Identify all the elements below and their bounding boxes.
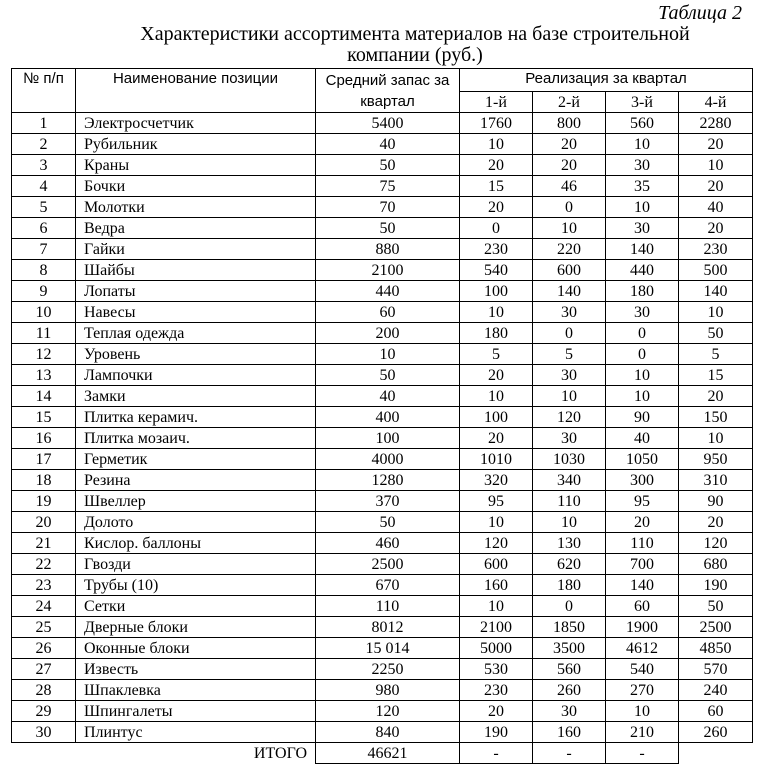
row-name: Дверные блоки bbox=[76, 617, 316, 638]
row-stock: 110 bbox=[316, 596, 460, 617]
row-q3: 1900 bbox=[606, 617, 679, 638]
row-q2: 560 bbox=[533, 659, 606, 680]
row-q4: 190 bbox=[679, 575, 753, 596]
table-row bbox=[12, 344, 753, 365]
total-row bbox=[12, 743, 753, 764]
row-q4: 20 bbox=[679, 512, 753, 533]
row-q1: 540 bbox=[460, 260, 533, 281]
row-q3: 700 bbox=[606, 554, 679, 575]
row-q4: 260 bbox=[679, 722, 753, 743]
row-q3: 110 bbox=[606, 533, 679, 554]
row-name: Гайки bbox=[76, 239, 316, 260]
row-q4: 240 bbox=[679, 680, 753, 701]
row-q3: 35 bbox=[606, 176, 679, 197]
table-body bbox=[12, 113, 753, 743]
row-q2: 30 bbox=[533, 365, 606, 386]
row-name: Резина bbox=[76, 470, 316, 491]
row-q2: 800 bbox=[533, 113, 606, 134]
table-row bbox=[12, 113, 753, 134]
row-q3: 95 bbox=[606, 491, 679, 512]
row-q4: 310 bbox=[679, 470, 753, 491]
row-q1: 1760 bbox=[460, 113, 533, 134]
row-name: Рубильник bbox=[76, 134, 316, 155]
row-q4: 15 bbox=[679, 365, 753, 386]
row-stock: 50 bbox=[316, 155, 460, 176]
row-q2: 0 bbox=[533, 323, 606, 344]
row-q3: 1050 bbox=[606, 449, 679, 470]
row-q1: 0 bbox=[460, 218, 533, 239]
row-q3: 0 bbox=[606, 323, 679, 344]
row-q4: 2280 bbox=[679, 113, 753, 134]
row-q2: 620 bbox=[533, 554, 606, 575]
row-name: Молотки bbox=[76, 197, 316, 218]
row-q4: 50 bbox=[679, 323, 753, 344]
row-q2: 600 bbox=[533, 260, 606, 281]
row-q2: 20 bbox=[533, 155, 606, 176]
row-q1: 320 bbox=[460, 470, 533, 491]
materials-table bbox=[11, 68, 753, 764]
row-number: 1 bbox=[12, 113, 76, 134]
row-q4: 4850 bbox=[679, 638, 753, 659]
row-number: 7 bbox=[12, 239, 76, 260]
row-q3: 140 bbox=[606, 239, 679, 260]
row-q1: 20 bbox=[460, 701, 533, 722]
row-q1: 100 bbox=[460, 407, 533, 428]
row-q3: 10 bbox=[606, 134, 679, 155]
row-stock: 120 bbox=[316, 701, 460, 722]
header-sales: Реализация за квартал bbox=[460, 69, 753, 92]
row-q2: 260 bbox=[533, 680, 606, 701]
row-name: Ведра bbox=[76, 218, 316, 239]
row-stock: 40 bbox=[316, 386, 460, 407]
row-name: Теплая одежда bbox=[76, 323, 316, 344]
row-number: 5 bbox=[12, 197, 76, 218]
row-q3: 10 bbox=[606, 365, 679, 386]
row-q4: 40 bbox=[679, 197, 753, 218]
table-row bbox=[12, 638, 753, 659]
row-stock: 50 bbox=[316, 218, 460, 239]
table-row bbox=[12, 302, 753, 323]
row-q2: 30 bbox=[533, 302, 606, 323]
row-q3: 40 bbox=[606, 428, 679, 449]
row-stock: 400 bbox=[316, 407, 460, 428]
header-q1: 1-й bbox=[460, 92, 533, 113]
row-name: Шпингалеты bbox=[76, 701, 316, 722]
total-q1: - bbox=[460, 743, 533, 764]
row-number: 3 bbox=[12, 155, 76, 176]
row-name: Плитка керамич. bbox=[76, 407, 316, 428]
row-q1: 120 bbox=[460, 533, 533, 554]
row-q1: 15 bbox=[460, 176, 533, 197]
row-q4: 150 bbox=[679, 407, 753, 428]
row-q2: 5 bbox=[533, 344, 606, 365]
row-name: Гвозди bbox=[76, 554, 316, 575]
row-stock: 840 bbox=[316, 722, 460, 743]
row-q3: 30 bbox=[606, 155, 679, 176]
table-row bbox=[12, 281, 753, 302]
row-q2: 10 bbox=[533, 386, 606, 407]
row-number: 23 bbox=[12, 575, 76, 596]
total-label: ИТОГО bbox=[12, 743, 316, 764]
row-name: Электросчетчик bbox=[76, 113, 316, 134]
row-stock: 1280 bbox=[316, 470, 460, 491]
table-row bbox=[12, 386, 753, 407]
table-row bbox=[12, 722, 753, 743]
row-q4: 500 bbox=[679, 260, 753, 281]
row-name: Замки bbox=[76, 386, 316, 407]
header-stock: Средний запас за квартал bbox=[316, 69, 460, 113]
row-stock: 980 bbox=[316, 680, 460, 701]
row-name: Лампочки bbox=[76, 365, 316, 386]
header-num: № п/п bbox=[12, 69, 76, 113]
row-q1: 100 bbox=[460, 281, 533, 302]
row-q1: 5 bbox=[460, 344, 533, 365]
row-q1: 95 bbox=[460, 491, 533, 512]
row-q2: 0 bbox=[533, 197, 606, 218]
table-row bbox=[12, 701, 753, 722]
row-q1: 180 bbox=[460, 323, 533, 344]
row-q4: 950 bbox=[679, 449, 753, 470]
row-name: Навесы bbox=[76, 302, 316, 323]
row-name: Краны bbox=[76, 155, 316, 176]
row-stock: 5400 bbox=[316, 113, 460, 134]
row-q1: 190 bbox=[460, 722, 533, 743]
total-q2: - bbox=[533, 743, 606, 764]
row-name: Плинтус bbox=[76, 722, 316, 743]
table-caption: Таблица 2 bbox=[658, 2, 742, 24]
table-row bbox=[12, 575, 753, 596]
row-q1: 230 bbox=[460, 239, 533, 260]
table-row bbox=[12, 428, 753, 449]
row-q1: 160 bbox=[460, 575, 533, 596]
table-row bbox=[12, 617, 753, 638]
row-stock: 2500 bbox=[316, 554, 460, 575]
row-name: Бочки bbox=[76, 176, 316, 197]
row-number: 2 bbox=[12, 134, 76, 155]
total-blank bbox=[679, 743, 753, 764]
row-number: 8 bbox=[12, 260, 76, 281]
row-name: Трубы (10) bbox=[76, 575, 316, 596]
row-number: 27 bbox=[12, 659, 76, 680]
table-row bbox=[12, 491, 753, 512]
table-row bbox=[12, 134, 753, 155]
row-q2: 0 bbox=[533, 596, 606, 617]
row-number: 16 bbox=[12, 428, 76, 449]
row-q2: 30 bbox=[533, 701, 606, 722]
row-stock: 15 014 bbox=[316, 638, 460, 659]
table-row bbox=[12, 197, 753, 218]
row-q2: 160 bbox=[533, 722, 606, 743]
row-q2: 180 bbox=[533, 575, 606, 596]
table-row bbox=[12, 554, 753, 575]
row-q4: 10 bbox=[679, 302, 753, 323]
row-q4: 5 bbox=[679, 344, 753, 365]
row-q4: 230 bbox=[679, 239, 753, 260]
row-name: Герметик bbox=[76, 449, 316, 470]
row-stock: 60 bbox=[316, 302, 460, 323]
table-row bbox=[12, 533, 753, 554]
row-q1: 230 bbox=[460, 680, 533, 701]
row-q3: 0 bbox=[606, 344, 679, 365]
row-q3: 560 bbox=[606, 113, 679, 134]
table-row bbox=[12, 323, 753, 344]
row-q2: 220 bbox=[533, 239, 606, 260]
row-stock: 75 bbox=[316, 176, 460, 197]
row-q1: 10 bbox=[460, 302, 533, 323]
row-q2: 20 bbox=[533, 134, 606, 155]
row-name: Известь bbox=[76, 659, 316, 680]
table-row bbox=[12, 260, 753, 281]
row-q3: 440 bbox=[606, 260, 679, 281]
row-q3: 210 bbox=[606, 722, 679, 743]
row-number: 14 bbox=[12, 386, 76, 407]
row-q1: 600 bbox=[460, 554, 533, 575]
row-stock: 2100 bbox=[316, 260, 460, 281]
row-q2: 1030 bbox=[533, 449, 606, 470]
row-q3: 10 bbox=[606, 701, 679, 722]
row-q3: 270 bbox=[606, 680, 679, 701]
row-number: 18 bbox=[12, 470, 76, 491]
row-q2: 1850 bbox=[533, 617, 606, 638]
row-name: Швеллер bbox=[76, 491, 316, 512]
row-stock: 880 bbox=[316, 239, 460, 260]
row-stock: 70 bbox=[316, 197, 460, 218]
row-q2: 340 bbox=[533, 470, 606, 491]
row-stock: 440 bbox=[316, 281, 460, 302]
row-q2: 120 bbox=[533, 407, 606, 428]
table-row bbox=[12, 407, 753, 428]
row-q1: 530 bbox=[460, 659, 533, 680]
row-q2: 140 bbox=[533, 281, 606, 302]
row-number: 25 bbox=[12, 617, 76, 638]
header-q2: 2-й bbox=[533, 92, 606, 113]
row-q2: 30 bbox=[533, 428, 606, 449]
row-stock: 670 bbox=[316, 575, 460, 596]
row-stock: 50 bbox=[316, 512, 460, 533]
row-name: Шпаклевка bbox=[76, 680, 316, 701]
row-stock: 2250 bbox=[316, 659, 460, 680]
row-number: 22 bbox=[12, 554, 76, 575]
row-q3: 4612 bbox=[606, 638, 679, 659]
total-stock: 46621 bbox=[316, 743, 460, 764]
table-row bbox=[12, 155, 753, 176]
row-q2: 46 bbox=[533, 176, 606, 197]
row-stock: 370 bbox=[316, 491, 460, 512]
row-q1: 1010 bbox=[460, 449, 533, 470]
row-q3: 300 bbox=[606, 470, 679, 491]
row-q4: 20 bbox=[679, 134, 753, 155]
row-name: Оконные блоки bbox=[76, 638, 316, 659]
row-q1: 10 bbox=[460, 386, 533, 407]
row-number: 9 bbox=[12, 281, 76, 302]
row-name: Лопаты bbox=[76, 281, 316, 302]
table-row bbox=[12, 512, 753, 533]
row-stock: 10 bbox=[316, 344, 460, 365]
row-stock: 100 bbox=[316, 428, 460, 449]
row-q3: 10 bbox=[606, 386, 679, 407]
row-q1: 20 bbox=[460, 155, 533, 176]
row-q3: 20 bbox=[606, 512, 679, 533]
row-q3: 180 bbox=[606, 281, 679, 302]
row-stock: 460 bbox=[316, 533, 460, 554]
row-q4: 20 bbox=[679, 176, 753, 197]
row-number: 11 bbox=[12, 323, 76, 344]
row-q2: 3500 bbox=[533, 638, 606, 659]
table-row bbox=[12, 176, 753, 197]
row-stock: 200 bbox=[316, 323, 460, 344]
row-q3: 30 bbox=[606, 302, 679, 323]
row-q1: 20 bbox=[460, 197, 533, 218]
table-row bbox=[12, 365, 753, 386]
row-number: 4 bbox=[12, 176, 76, 197]
row-q4: 2500 bbox=[679, 617, 753, 638]
row-stock: 8012 bbox=[316, 617, 460, 638]
row-number: 28 bbox=[12, 680, 76, 701]
row-number: 6 bbox=[12, 218, 76, 239]
row-q4: 120 bbox=[679, 533, 753, 554]
row-q2: 10 bbox=[533, 512, 606, 533]
row-q2: 130 bbox=[533, 533, 606, 554]
row-number: 10 bbox=[12, 302, 76, 323]
row-name: Долото bbox=[76, 512, 316, 533]
row-q1: 20 bbox=[460, 365, 533, 386]
row-q3: 10 bbox=[606, 197, 679, 218]
total-q3: - bbox=[606, 743, 679, 764]
row-number: 15 bbox=[12, 407, 76, 428]
row-name: Плитка мозаич. bbox=[76, 428, 316, 449]
row-q3: 90 bbox=[606, 407, 679, 428]
row-name: Сетки bbox=[76, 596, 316, 617]
row-q3: 30 bbox=[606, 218, 679, 239]
row-q4: 570 bbox=[679, 659, 753, 680]
row-q1: 10 bbox=[460, 134, 533, 155]
row-q1: 10 bbox=[460, 512, 533, 533]
table-row bbox=[12, 449, 753, 470]
table-row bbox=[12, 659, 753, 680]
row-q2: 110 bbox=[533, 491, 606, 512]
row-q3: 540 bbox=[606, 659, 679, 680]
row-number: 26 bbox=[12, 638, 76, 659]
row-number: 13 bbox=[12, 365, 76, 386]
row-q4: 680 bbox=[679, 554, 753, 575]
header-q4: 4-й bbox=[679, 92, 753, 113]
row-q4: 10 bbox=[679, 428, 753, 449]
row-q1: 5000 bbox=[460, 638, 533, 659]
row-name: Кислор. баллоны bbox=[76, 533, 316, 554]
table-row bbox=[12, 218, 753, 239]
row-number: 29 bbox=[12, 701, 76, 722]
title-line-2: компании (руб.) bbox=[347, 44, 483, 66]
table-row bbox=[12, 596, 753, 617]
row-q4: 50 bbox=[679, 596, 753, 617]
row-stock: 40 bbox=[316, 134, 460, 155]
row-q4: 90 bbox=[679, 491, 753, 512]
header-q3: 3-й bbox=[606, 92, 679, 113]
row-q1: 10 bbox=[460, 596, 533, 617]
header-name: Наименование позиции bbox=[76, 69, 316, 113]
table-title bbox=[120, 24, 710, 66]
row-number: 30 bbox=[12, 722, 76, 743]
table-row bbox=[12, 470, 753, 491]
row-name: Шайбы bbox=[76, 260, 316, 281]
row-number: 19 bbox=[12, 491, 76, 512]
row-q4: 60 bbox=[679, 701, 753, 722]
table-row bbox=[12, 239, 753, 260]
row-q4: 20 bbox=[679, 218, 753, 239]
row-q1: 2100 bbox=[460, 617, 533, 638]
row-q2: 10 bbox=[533, 218, 606, 239]
row-number: 12 bbox=[12, 344, 76, 365]
table-row bbox=[12, 680, 753, 701]
row-stock: 4000 bbox=[316, 449, 460, 470]
row-number: 24 bbox=[12, 596, 76, 617]
row-q3: 60 bbox=[606, 596, 679, 617]
row-q3: 140 bbox=[606, 575, 679, 596]
row-number: 20 bbox=[12, 512, 76, 533]
row-q4: 20 bbox=[679, 386, 753, 407]
row-q4: 10 bbox=[679, 155, 753, 176]
row-name: Уровень bbox=[76, 344, 316, 365]
row-q1: 20 bbox=[460, 428, 533, 449]
row-q4: 140 bbox=[679, 281, 753, 302]
row-number: 17 bbox=[12, 449, 76, 470]
title-line-1: Характеристики ассортимента материалов на базе строительной bbox=[140, 23, 690, 45]
row-number: 21 bbox=[12, 533, 76, 554]
row-stock: 50 bbox=[316, 365, 460, 386]
